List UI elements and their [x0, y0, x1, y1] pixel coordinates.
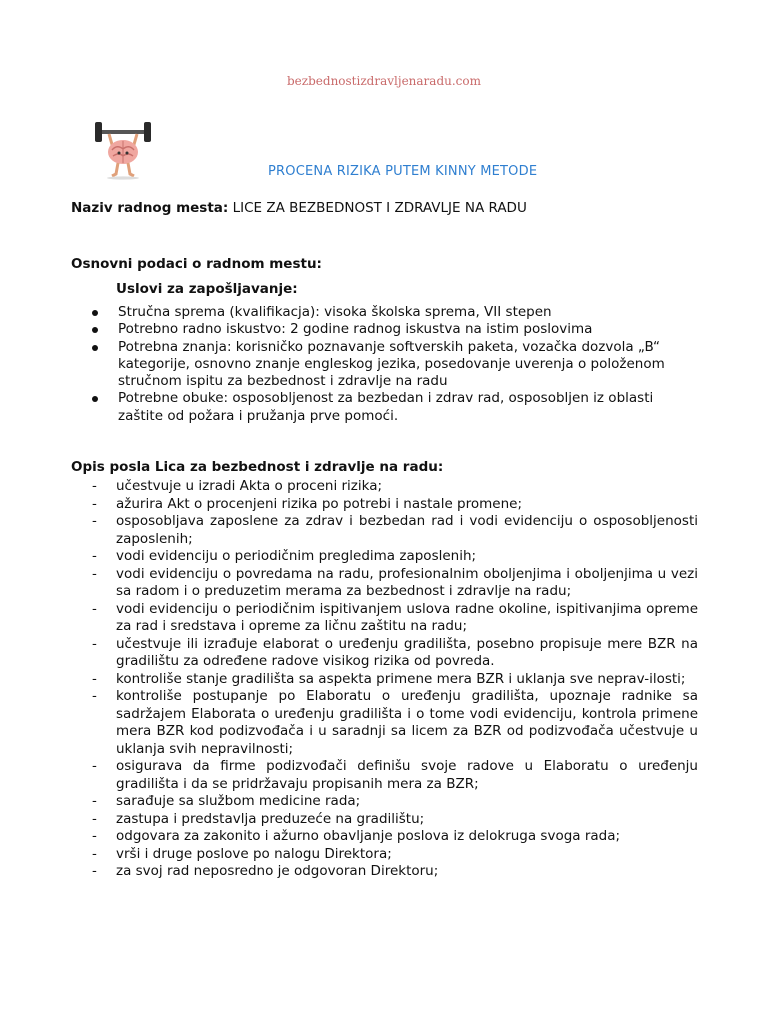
list-item-text: Stručna sprema (kvalifikacja): visoka školska sprema, VII stepen — [118, 304, 552, 320]
dash-marker: - — [92, 513, 97, 529]
list-item — [88, 548, 698, 566]
list-item-text: vodi evidenciju o periodičnim ispitivanjem uslova radne okoline, ispitivanjima opreme za rad i sredstava i opreme za ličnu zaštitu na radu; — [116, 600, 698, 634]
list-item-text: Potrebne obuke: osposobljenost za bezbedan i zdrav rad, osposobljen iz oblasti zaštite od požara i pružanja prve pomoći. — [118, 390, 654, 424]
dash-marker: - — [92, 478, 97, 494]
site-url[interactable]: bezbednostizdravljenaradu.com — [287, 74, 481, 88]
list-item — [88, 304, 688, 321]
list-item-text: Potrebna znanja: korisničko poznavanje softverskih paketa, vozačka dozvola „B“ kategorije, osnovno znanje engleskog jezika, posedovanje uverenja o položenom stručnom ispitu za bezbednost i zdravlje na radu — [118, 338, 665, 390]
list-item — [88, 828, 698, 846]
job-title-value: LICE ZA BEZBEDNOST I ZDRAVLJE NA RADU — [232, 200, 527, 216]
dash-marker: - — [92, 828, 97, 844]
dash-marker: - — [92, 600, 97, 617]
list-item — [88, 513, 698, 548]
dash-marker: - — [92, 863, 97, 879]
list-item — [88, 496, 698, 514]
list-item-text: ažurira Akt o procenjeni rizika po potrebi i nastale promene; — [116, 495, 523, 512]
list-item-text: zastupa i predstavlja preduzeće na gradilištu; — [116, 810, 425, 827]
list-item-text: Potrebno radno iskustvo: 2 godine radnog iskustva na istim poslovima — [118, 321, 593, 338]
dash-marker: - — [92, 548, 97, 564]
job-title-line — [71, 200, 527, 216]
list-item-text: osigurava da firme podizvođači definišu svoje radove u Elaboratu o uređenju gradilišta i da se pridržavaju propisanih mera za BZR; — [116, 758, 698, 792]
duties-list — [88, 478, 698, 881]
list-item — [88, 601, 698, 636]
basic-info-heading: Osnovni podaci o radnom mestu: — [71, 256, 322, 272]
conditions-list — [88, 304, 688, 425]
list-item — [88, 390, 688, 425]
list-item-text: kontroliše stanje gradilišta sa aspekta primene mera BZR i uklanja sve neprav-ilosti; — [116, 670, 686, 687]
list-item-text: vrši i druge poslove po nalogu Direktora; — [116, 845, 392, 862]
dash-marker: - — [92, 670, 97, 687]
list-item-text: sarađuje sa službom medicine rada; — [116, 793, 361, 809]
employment-conditions-heading: Uslovi za zapošljavanje: — [116, 281, 298, 297]
list-item-text: vodi evidenciju o periodičnim pregledima zaposlenih; — [116, 548, 477, 564]
list-item-text: osposobljava zaposlene za zdrav i bezbedan rad i vodi evidenciju o osposobljenosti zaposlenih; — [116, 513, 698, 547]
list-item — [88, 688, 698, 758]
list-item — [88, 793, 698, 811]
dash-marker: - — [92, 845, 97, 862]
list-item-text: vodi evidenciju o povredama na radu, profesionalnim oboljenjima i oboljenjima u vezi sa radom i o preduzetim merama za bezbednost i zdravlje na radu; — [116, 565, 698, 599]
dash-marker: - — [92, 758, 97, 774]
list-item — [88, 636, 698, 671]
list-item — [88, 811, 698, 829]
list-item — [88, 758, 698, 793]
dash-marker: - — [92, 793, 97, 809]
list-item-text: odgovara za zakonito i ažurno obavljanje poslova iz delokruga svoga rada; — [116, 828, 621, 844]
list-item — [88, 671, 698, 689]
list-item — [88, 863, 698, 881]
document-title: PROCENA RIZIKA PUTEM KINNY METODE — [268, 164, 538, 179]
list-item — [88, 321, 688, 338]
bullet-icon — [92, 310, 98, 316]
list-item-text: kontroliše postupanje po Elaboratu o uređenju gradilišta, upoznaje radnike sa sadržajem Elaborata o uređenju gradilišta i o tome vodi evidenciju, kontrola primene mera BZR kod podizvođača i u saradnji sa licem za BZR od podizvođača učestvuje u uklanja svih nepravilnosti; — [116, 688, 698, 757]
dash-marker: - — [92, 565, 97, 582]
list-item — [88, 339, 688, 391]
list-item — [88, 566, 698, 601]
list-item-text: za svoj rad neposredno je odgovoran Direktoru; — [116, 863, 439, 879]
dash-marker: - — [92, 688, 97, 704]
list-item — [88, 478, 698, 496]
bullet-icon — [92, 396, 98, 402]
dash-marker: - — [92, 810, 97, 827]
job-description-heading: Opis posla Lica za bezbednost i zdravlje na radu: — [71, 459, 444, 475]
brain-lifting-barbell-icon — [93, 118, 153, 180]
dash-marker: - — [92, 635, 97, 652]
job-title-label: Naziv radnog mesta: — [71, 200, 229, 216]
list-item-text: učestvuje u izradi Akta o proceni rizika; — [116, 478, 383, 494]
list-item-text: učestvuje ili izrađuje elaborat o uređenju gradilišta, posebno propisuje mere BZR na gradilištu za određene radove visikog rizika od povreda. — [116, 635, 698, 669]
list-item — [88, 846, 698, 864]
bullet-icon — [92, 327, 98, 333]
bullet-icon — [92, 345, 98, 351]
dash-marker: - — [92, 495, 97, 512]
